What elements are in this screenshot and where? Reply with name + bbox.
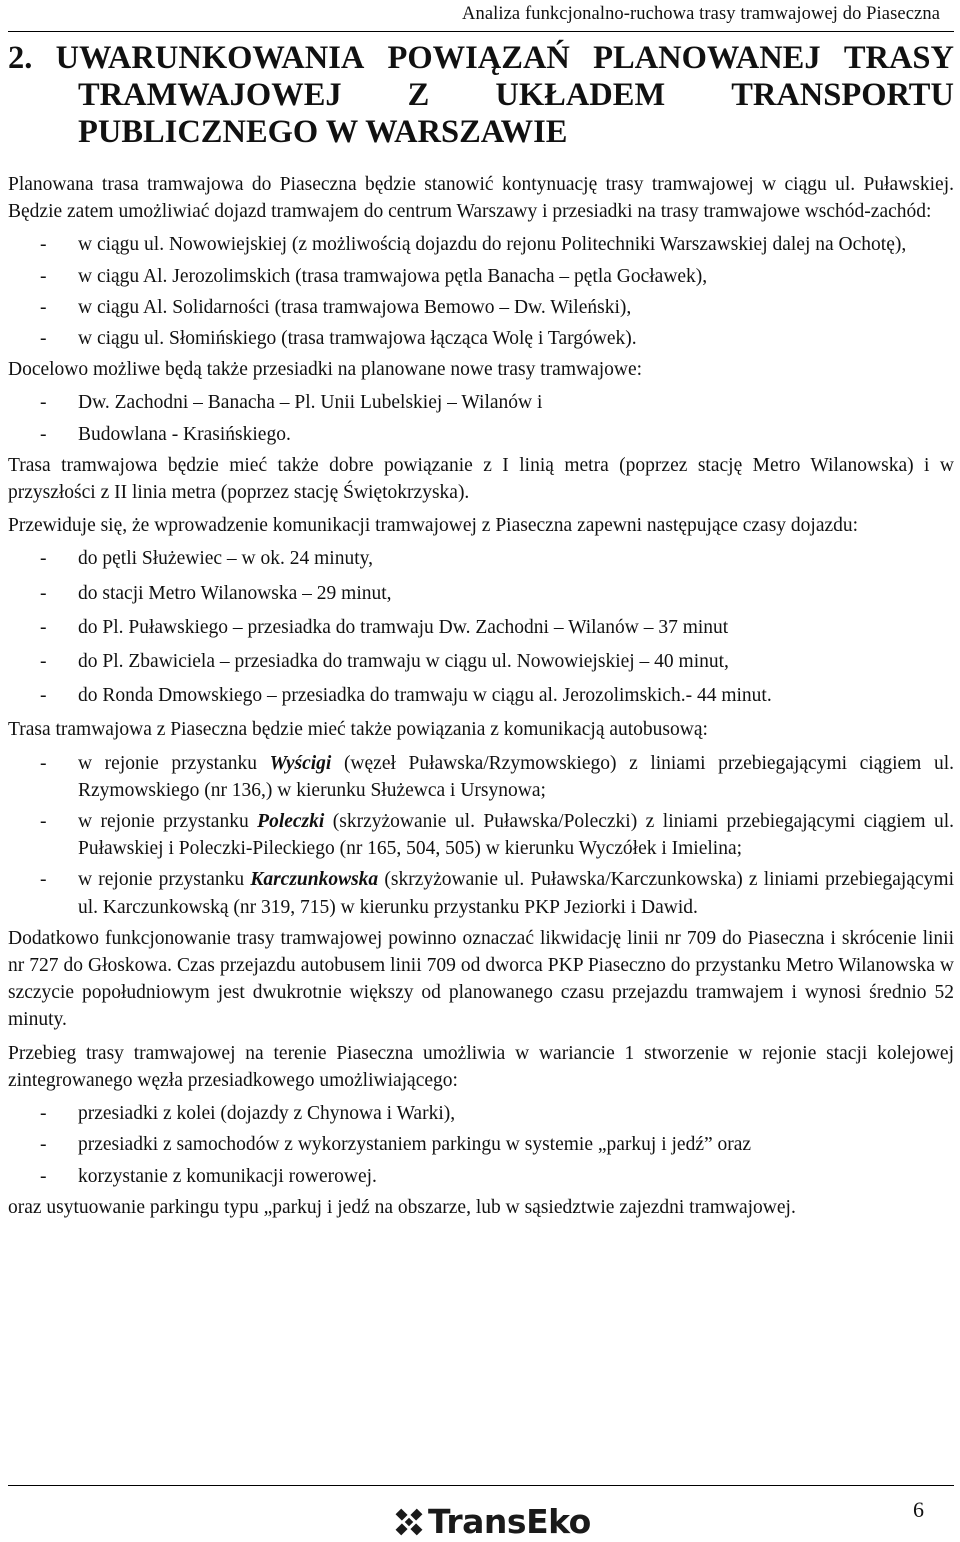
paragraph: Docelowo możliwe będą także przesiadki na planowane nowe trasy tramwajowe: <box>8 359 643 381</box>
list-item: - przesiadki z samochodów z wykorzystaniem parkingu w systemie „parkuj i jedź” oraz <box>8 1131 954 1158</box>
paragraph: Trasa tramwajowa z Piaseczna będzie mieć także powiązania z komunikacją autobusową: <box>8 719 708 741</box>
bullet: - <box>40 1103 47 1125</box>
stop-name: Poleczki <box>257 811 325 833</box>
bullet: - <box>40 752 47 774</box>
stop-name: Karczunkowska <box>250 869 379 891</box>
heading-line-2: TRAMWAJOWEJ Z UKŁADEM TRANSPORTU <box>78 77 954 113</box>
list-item: - w ciągu ul. Słomińskiego (trasa tramwajowa łącząca Wolę i Targówek). <box>8 325 954 352</box>
paragraph: Planowana trasa tramwajowa do Piaseczna będzie stanowić kontynuację trasy tramwajowej w ciągu ul. Puławskiej. Będzie zatem umożliwiać dojazd tramwajem do centrum Warszawy i przesiadki na trasy tramwajowe wschód-zachód: <box>8 174 954 223</box>
list-item: - przesiadki z kolei (dojazdy z Chynowa i Warki), <box>8 1100 954 1127</box>
header-rule <box>8 31 954 32</box>
page-number: 6 <box>913 1497 924 1522</box>
bullet: - <box>40 328 47 350</box>
heading-line-3: PUBLICZNEGO W WARSZAWIE <box>78 114 568 150</box>
bullet: - <box>40 234 47 256</box>
running-header: Analiza funkcjonalno-ruchowa trasy tramwajowej do Piaseczna <box>462 4 940 24</box>
bullet: - <box>40 651 47 673</box>
list-item: - do Ronda Dmowskiego – przesiadka do tramwaju w ciągu al. Jerozolimskich.- 44 minut. <box>8 682 954 709</box>
transeko-logo-icon <box>392 1505 426 1539</box>
document-page <box>8 0 954 1542</box>
list-item: - w ciągu Al. Solidarności (trasa tramwajowa Bemowo – Dw. Wileński), <box>8 294 954 321</box>
bullet: - <box>40 1165 47 1187</box>
list-item: - korzystanie z komunikacji rowerowej. <box>8 1163 954 1190</box>
list-item: - w rejonie przystanku Poleczki (skrzyżowanie ul. Puławska/Poleczki) z liniami przebiegającymi ciągiem ul. Puławskiej i Poleczki-Pileckiego (nr 165, 504, 505) w kierunku Wyczółek i Imielina; <box>8 808 954 862</box>
list-item: - Budowlana - Krasińskiego. <box>8 421 954 448</box>
paragraph: Trasa tramwajowa będzie mieć także dobre powiązanie z I linią metra (poprzez stację Metro Wilanowska) i w przyszłości z II linia metra (poprzez stację Świętokrzyska). <box>8 454 954 504</box>
list-item: - w rejonie przystanku Wyścigi (węzeł Puławska/Rzymowskiego) z liniami przebiegającymi ciągiem ul. Rzymowskiego (nr 136,) w kierunku Służewca i Ursynowa; <box>8 750 954 804</box>
bullet: - <box>40 616 47 638</box>
bullet: - <box>40 685 47 707</box>
bullet: - <box>40 1134 47 1156</box>
footer-rule <box>8 1485 954 1486</box>
transeko-logo <box>392 1504 591 1540</box>
section-heading <box>8 40 954 151</box>
bullet: - <box>40 392 47 414</box>
list-item: - w ciągu ul. Nowowiejskiej (z możliwością dojazdu do rejonu Politechniki Warszawskiej dalej na Ochotę), <box>8 231 954 258</box>
paragraph: Przewiduje się, że wprowadzenie komunikacji tramwajowej z Piaseczna zapewni następujące czasy dojazdu: <box>8 515 859 537</box>
bullet: - <box>40 869 47 891</box>
list-item: - Dw. Zachodni – Banacha – Pl. Unii Lubelskiej – Wilanów i <box>8 389 954 416</box>
logo-wordmark: TransEko <box>428 1502 591 1541</box>
list-item: - do Pl. Zbawiciela – przesiadka do tramwaju w ciągu ul. Nowowiejskiej – 40 minut, <box>8 648 954 675</box>
body-text <box>8 171 954 1227</box>
list-item: - do pętli Służewiec – w ok. 24 minuty, <box>8 545 954 572</box>
stop-name: Wyścigi <box>269 752 332 774</box>
bullet: - <box>40 265 47 287</box>
list-item: - do stacji Metro Wilanowska – 29 minut, <box>8 580 954 607</box>
paragraph: Dodatkowo funkcjonowanie trasy tramwajowej powinno oznaczać likwidację linii nr 709 do Piaseczna i skrócenie linii nr 727 do Głoskowa. Czas przejazdu autobusem linii 709 od dworca PKP Piaseczno do przystanku Metro Wilanowska w szczycie popołudniowym jest dwukrotnie większy od planowanego czasu przejazdu tramwajem i wynosi średnio 52 minuty. <box>8 927 954 1031</box>
bullet: - <box>40 582 47 604</box>
bullet: - <box>40 423 47 445</box>
list-item: - w ciągu Al. Jerozolimskich (trasa tramwajowa pętla Banacha – pętla Gocławek), <box>8 263 954 290</box>
paragraph: oraz usytuowanie parkingu typu „parkuj i jedź na obszarze, lub w sąsiedztwie zajezdni tramwajowej. <box>8 1196 796 1218</box>
list-item: - w rejonie przystanku Karczunkowska (skrzyżowanie ul. Puławska/Karczunkowska) z liniami przebiegającymi ul. Karczunkowską (nr 319, 715) w kierunku przystanku PKP Jeziorki i Dawid. <box>8 866 954 920</box>
list-item: - do Pl. Puławskiego – przesiadka do tramwaju Dw. Zachodni – Wilanów – 37 minut <box>8 614 954 641</box>
paragraph: Przebieg trasy tramwajowej na terenie Piaseczna umożliwia w wariancie 1 stworzenie w rejonie stacji kolejowej zintegrowanego węzła przesiadkowego umożliwiającego: <box>8 1042 954 1091</box>
heading-line-1: 2. UWARUNKOWANIA POWIĄZAŃ PLANOWANEJ TRASY <box>8 40 954 76</box>
bullet: - <box>40 548 47 570</box>
bullet: - <box>40 811 47 833</box>
bullet: - <box>40 296 47 318</box>
